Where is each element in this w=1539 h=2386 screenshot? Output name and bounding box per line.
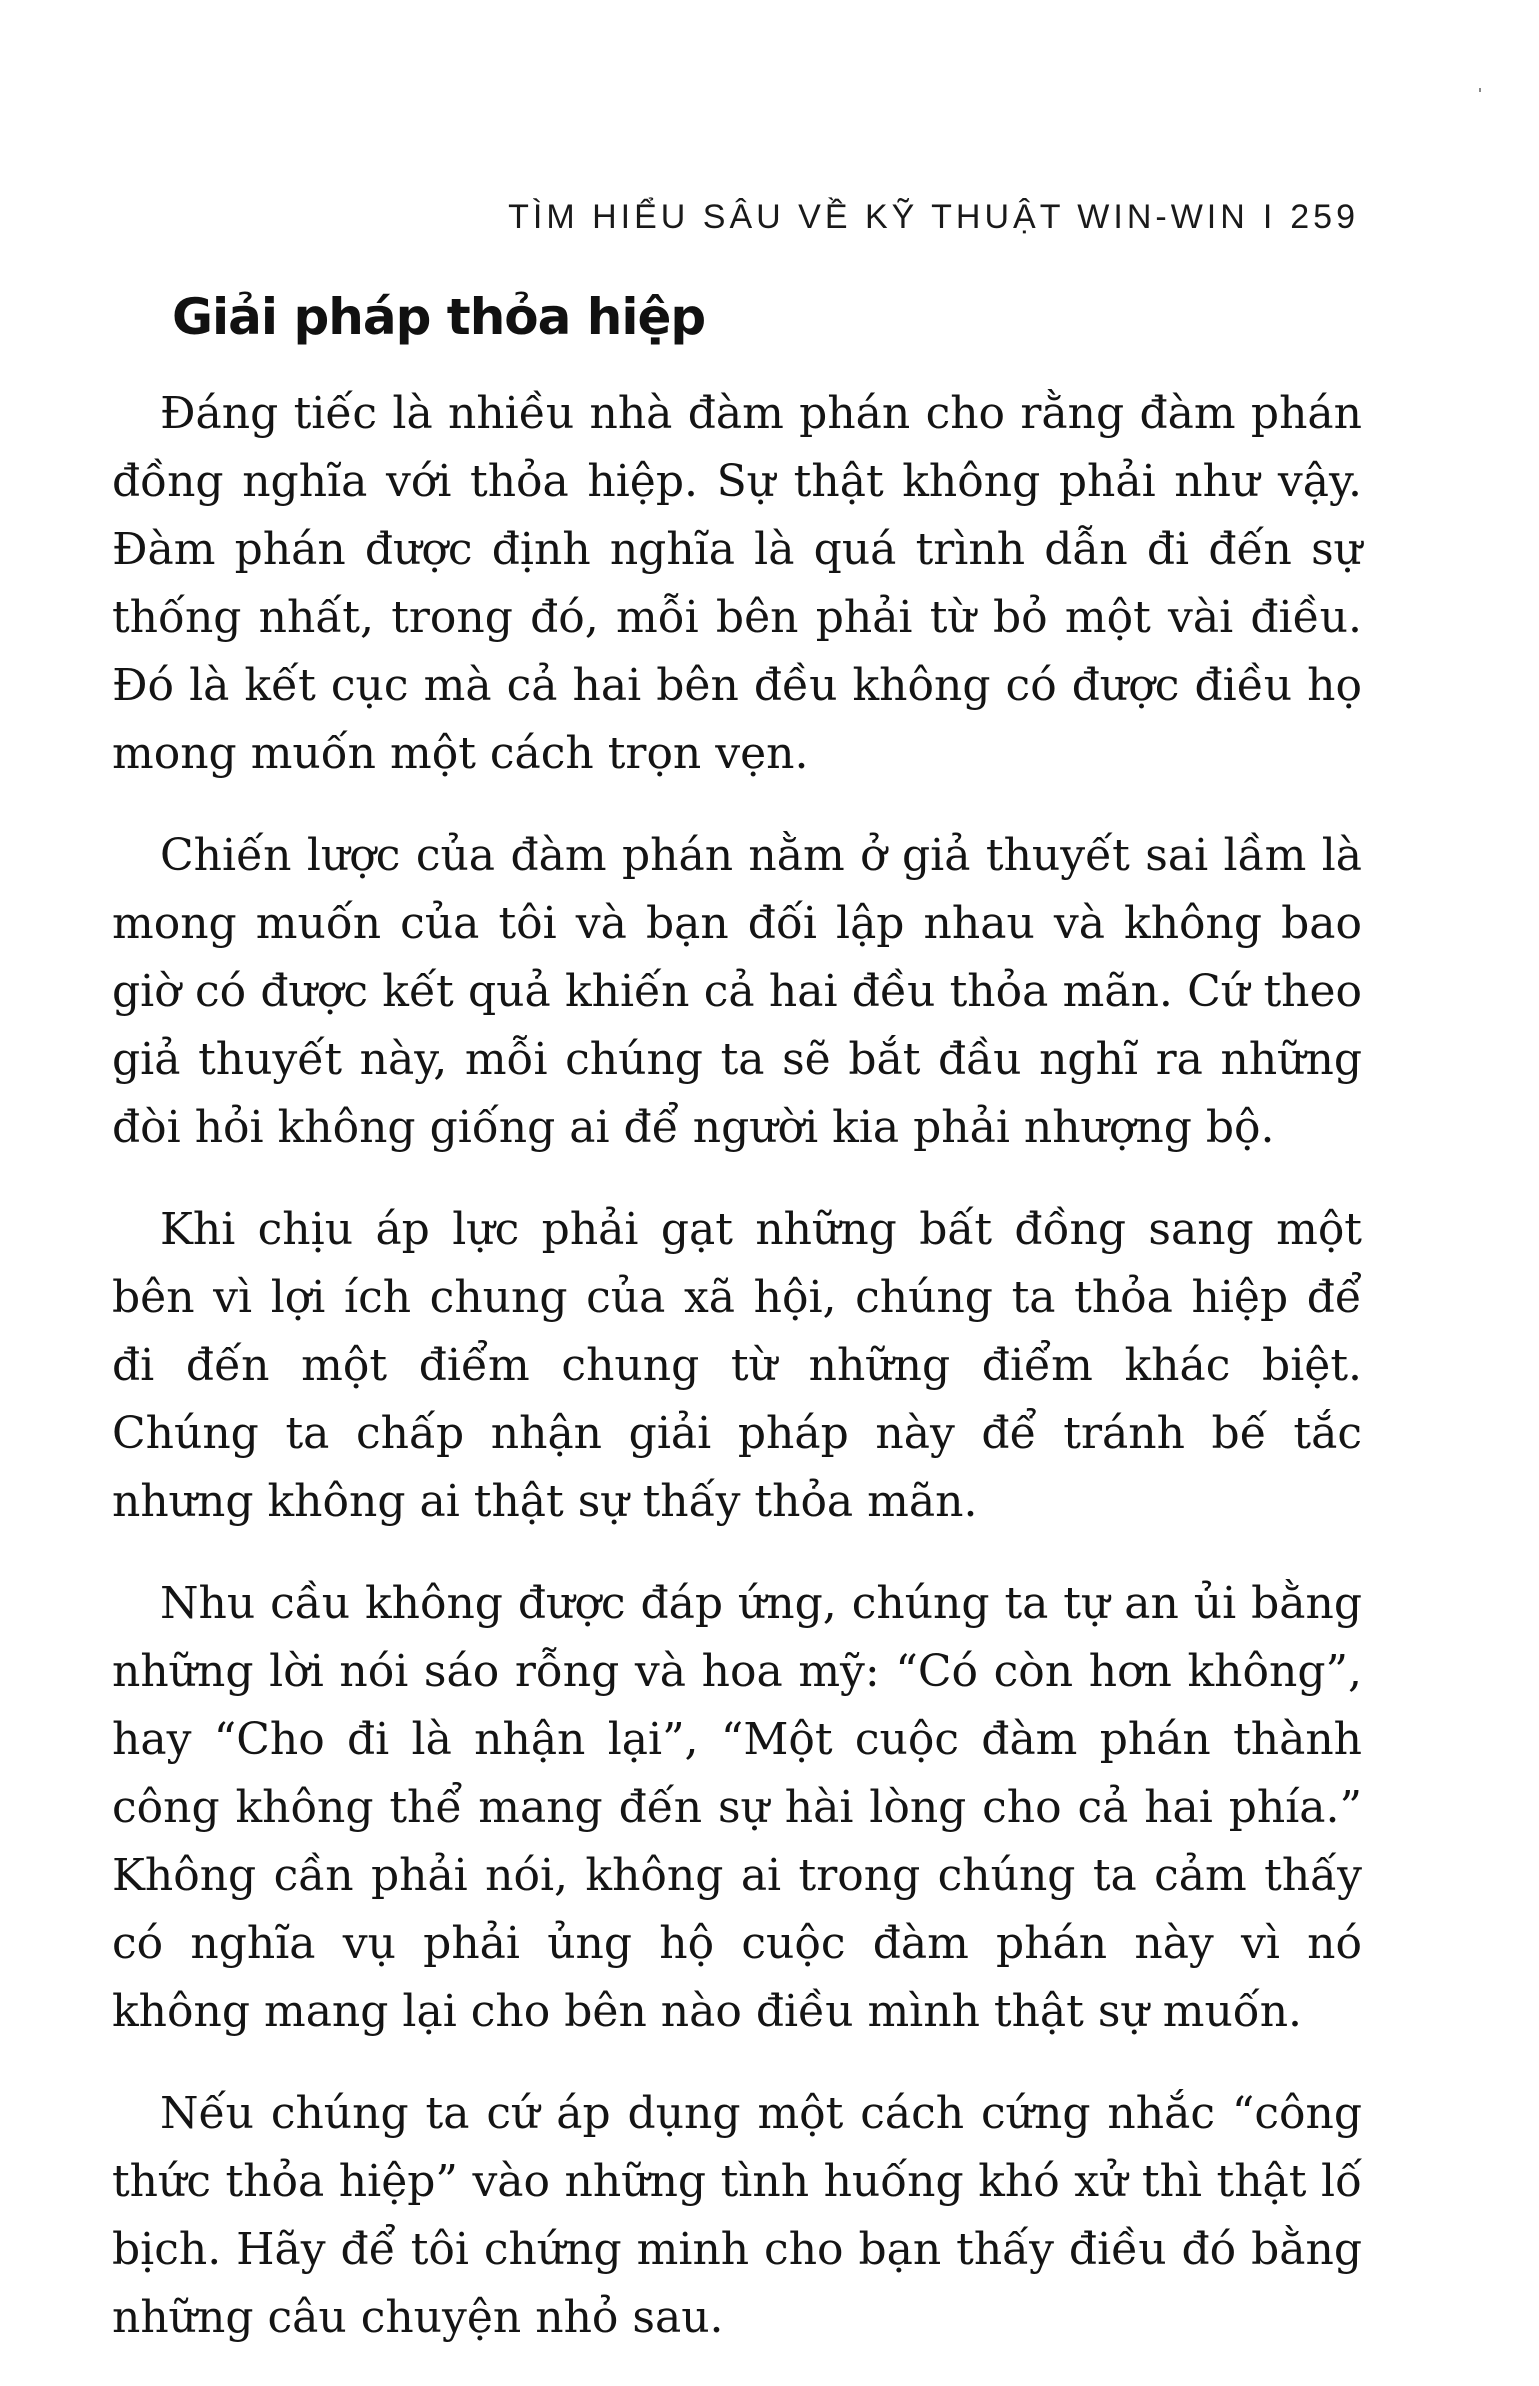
paragraph: Khi chịu áp lực phải gạt những bất đồng sang một bên vì lợi ích chung của xã hội, chúng ta thỏa hiệp để đi đến một điểm chung từ những điểm khác biệt. Chúng ta chấp nhận giải pháp này để tránh bế tắc nhưng không ai thật sự thấy thỏa mãn. <box>112 1204 1362 1527</box>
section-title: Giải pháp thỏa hiệp <box>172 288 706 346</box>
paragraph: Chiến lược của đàm phán nằm ở giả thuyết sai lầm là mong muốn của tôi và bạn đối lập nhau và không bao giờ có được kết quả khiến cả hai đều thỏa mãn. Cứ theo giả thuyết này, mỗi chúng ta sẽ bắt đầu nghĩ ra những đòi hỏi không giống ai để người kia phải nhượng bộ. <box>112 830 1362 1153</box>
body-text <box>112 380 1362 2386</box>
paragraph: Nhu cầu không được đáp ứng, chúng ta tự an ủi bằng những lời nói sáo rỗng và hoa mỹ: “Có còn hơn không”, hay “Cho đi là nhận lại”, “Một cuộc đàm phán thành công không thể mang đến sự hài lòng cho cả hai phía.” Không cần phải nói, không ai trong chúng ta cảm thấy có nghĩa vụ phải ủng hộ cuộc đàm phán này vì nó không mang lại cho bên nào điều mình thật sự muốn. <box>112 1578 1362 2037</box>
header-separator: I <box>1262 198 1277 236</box>
running-title: TÌM HIỂU SÂU VỀ KỸ THUẬT WIN-WIN <box>508 198 1249 236</box>
page-number: 259 <box>1290 198 1359 236</box>
scan-artifact <box>1479 88 1481 92</box>
paragraph: Đáng tiếc là nhiều nhà đàm phán cho rằng đàm phán đồng nghĩa với thỏa hiệp. Sự thật không phải như vậy. Đàm phán được định nghĩa là quá trình dẫn đi đến sự thống nhất, trong đó, mỗi bên phải từ bỏ một vài điều. Đó là kết cục mà cả hai bên đều không có được điều họ mong muốn một cách trọn vẹn. <box>112 388 1362 779</box>
paragraph: Nếu chúng ta cứ áp dụng một cách cứng nhắc “công thức thỏa hiệp” vào những tình huống khó xử thì thật lố bịch. Hãy để tôi chứng minh cho bạn thấy điều đó bằng những câu chuyện nhỏ sau. <box>112 2088 1362 2343</box>
running-header <box>508 198 1359 237</box>
